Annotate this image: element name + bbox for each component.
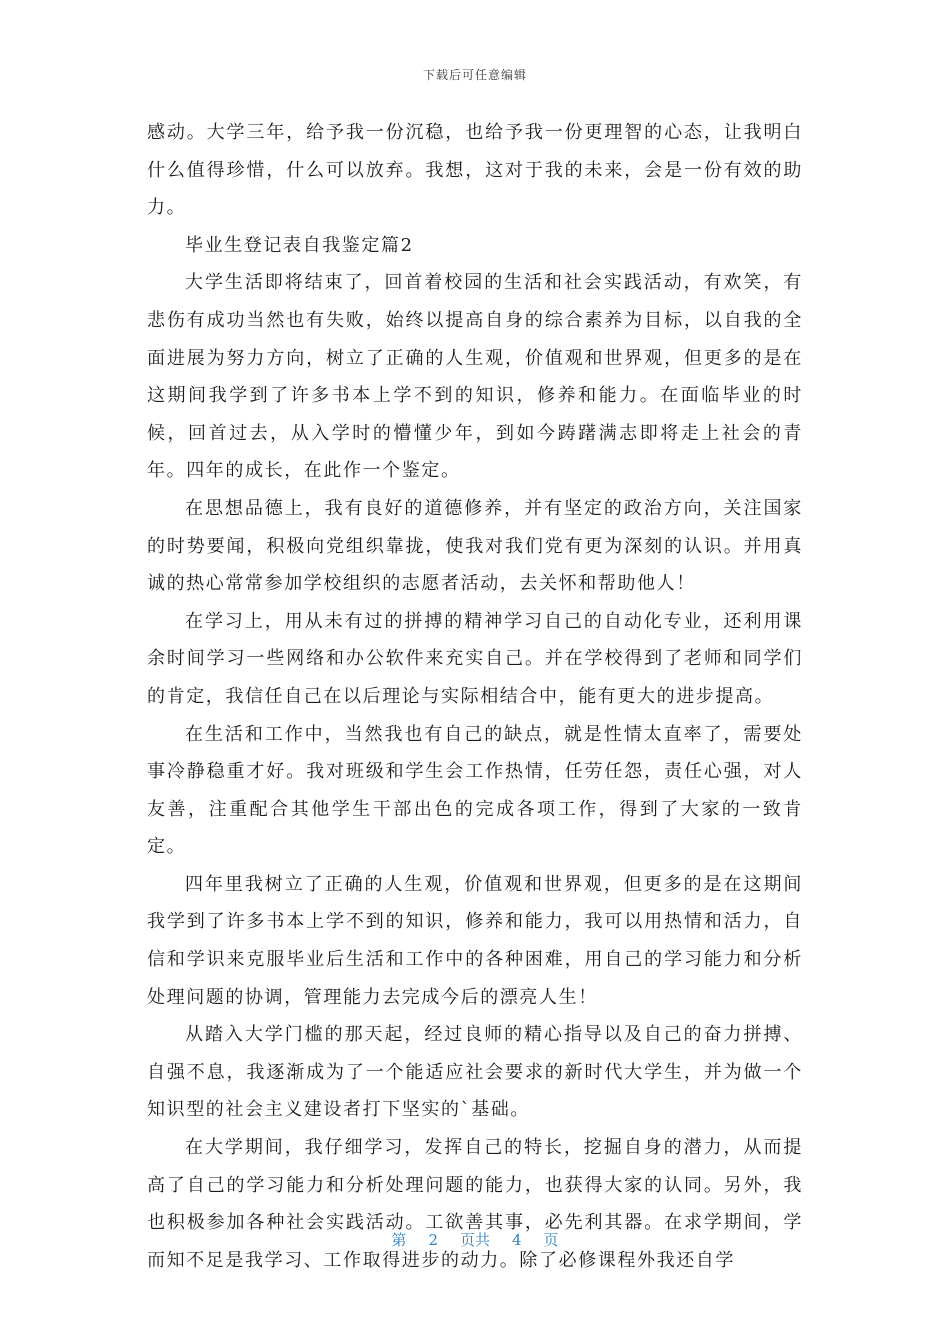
paragraph: 在生活和工作中，当然我也有自己的缺点，就是性情太直率了，需要处事冷静稳重才好。我对班级和学生会工作热情，任劳任怨，责任心强，对人友善，注重配合其他学生干部出色的完成各项工作，得到了大家的一致肯定。: [147, 723, 803, 858]
paragraph: 大学生活即将结束了，回首着校园的生活和社会实践活动，有欢笑，有悲伤有成功当然也有失败，始终以提高自身的综合素养为目标，以自我的全面进展为努力方向，树立了正确的人生观，价值观和世界观，但更多的是在这期间我学到了许多书本上学不到的知识，修养和能力。在面临毕业的时候，回首过去，从入学时的懵懂少年，到如今踌躇满志即将走上社会的青年。四年的成长，在此作一个鉴定。: [147, 272, 803, 482]
paragraph: 在学习上，用从未有过的拼搏的精神学习自己的自动化专业，还利用课余时间学习一些网络和办公软件来充实自己。并在学校得到了老师和同学们的肯定，我信任自己在以后理论与实际相结合中，能有更大的进步提高。: [147, 610, 803, 707]
paragraph: 在思想品德上，我有良好的道德修养，并有坚定的政治方向，关注国家的时势要闻，积极向党组织靠拢，使我对我们党有更为深刻的认识。并用真诚的热心常常参加学校组织的志愿者活动，去关怀和帮助他人！: [147, 497, 803, 595]
footer-total-pages: 4: [512, 1231, 522, 1249]
header-note: 下载后可任意编辑: [422, 68, 527, 82]
paragraph: 在大学期间，我仔细学习，发挥自己的特长，挖掘自身的潜力，从而提高了自己的学习能力和分析处理问题的能力，也获得大家的认同。另外，我也积极参加各种社会实践活动。工欲善其事，必先利其器。在求学期间，学而知不足是我学习、工作取得进步的动力。除了必修课程外我还自学: [147, 1137, 803, 1271]
paragraph: 感动。大学三年，给予我一份沉稳，也给予我一份更理智的心态，让我明白什么值得珍惜，什么可以放弃。我想，这对于我的未来，会是一份有效的助力。: [147, 122, 803, 219]
footer-middle: 页共: [459, 1231, 490, 1249]
paragraph: 从踏入大学门槛的那天起，经过良师的精心指导以及自己的奋力拼搏、自强不息，我逐渐成为了一个能适应社会要求的新时代大学生，并为做一个知识型的社会主义建设者打下坚实的`基础。: [147, 1024, 803, 1121]
footer-suffix: 页: [543, 1231, 559, 1249]
footer-prefix: 第: [391, 1231, 407, 1249]
page-footer: [0, 1229, 950, 1250]
section-heading: 毕业生登记表自我鉴定篇2: [185, 234, 414, 256]
footer-page-number: 2: [428, 1231, 438, 1249]
paragraph: 四年里我树立了正确的人生观，价值观和世界观，但更多的是在这期间我学到了许多书本上学不到的知识，修养和能力，我可以用热情和活力，自信和学识来克服毕业后生活和工作中的各种困难，用自己的学习能力和分析处理问题的协调，管理能力去完成今后的漂亮人生！: [147, 873, 803, 1008]
document-body: [147, 114, 803, 1279]
